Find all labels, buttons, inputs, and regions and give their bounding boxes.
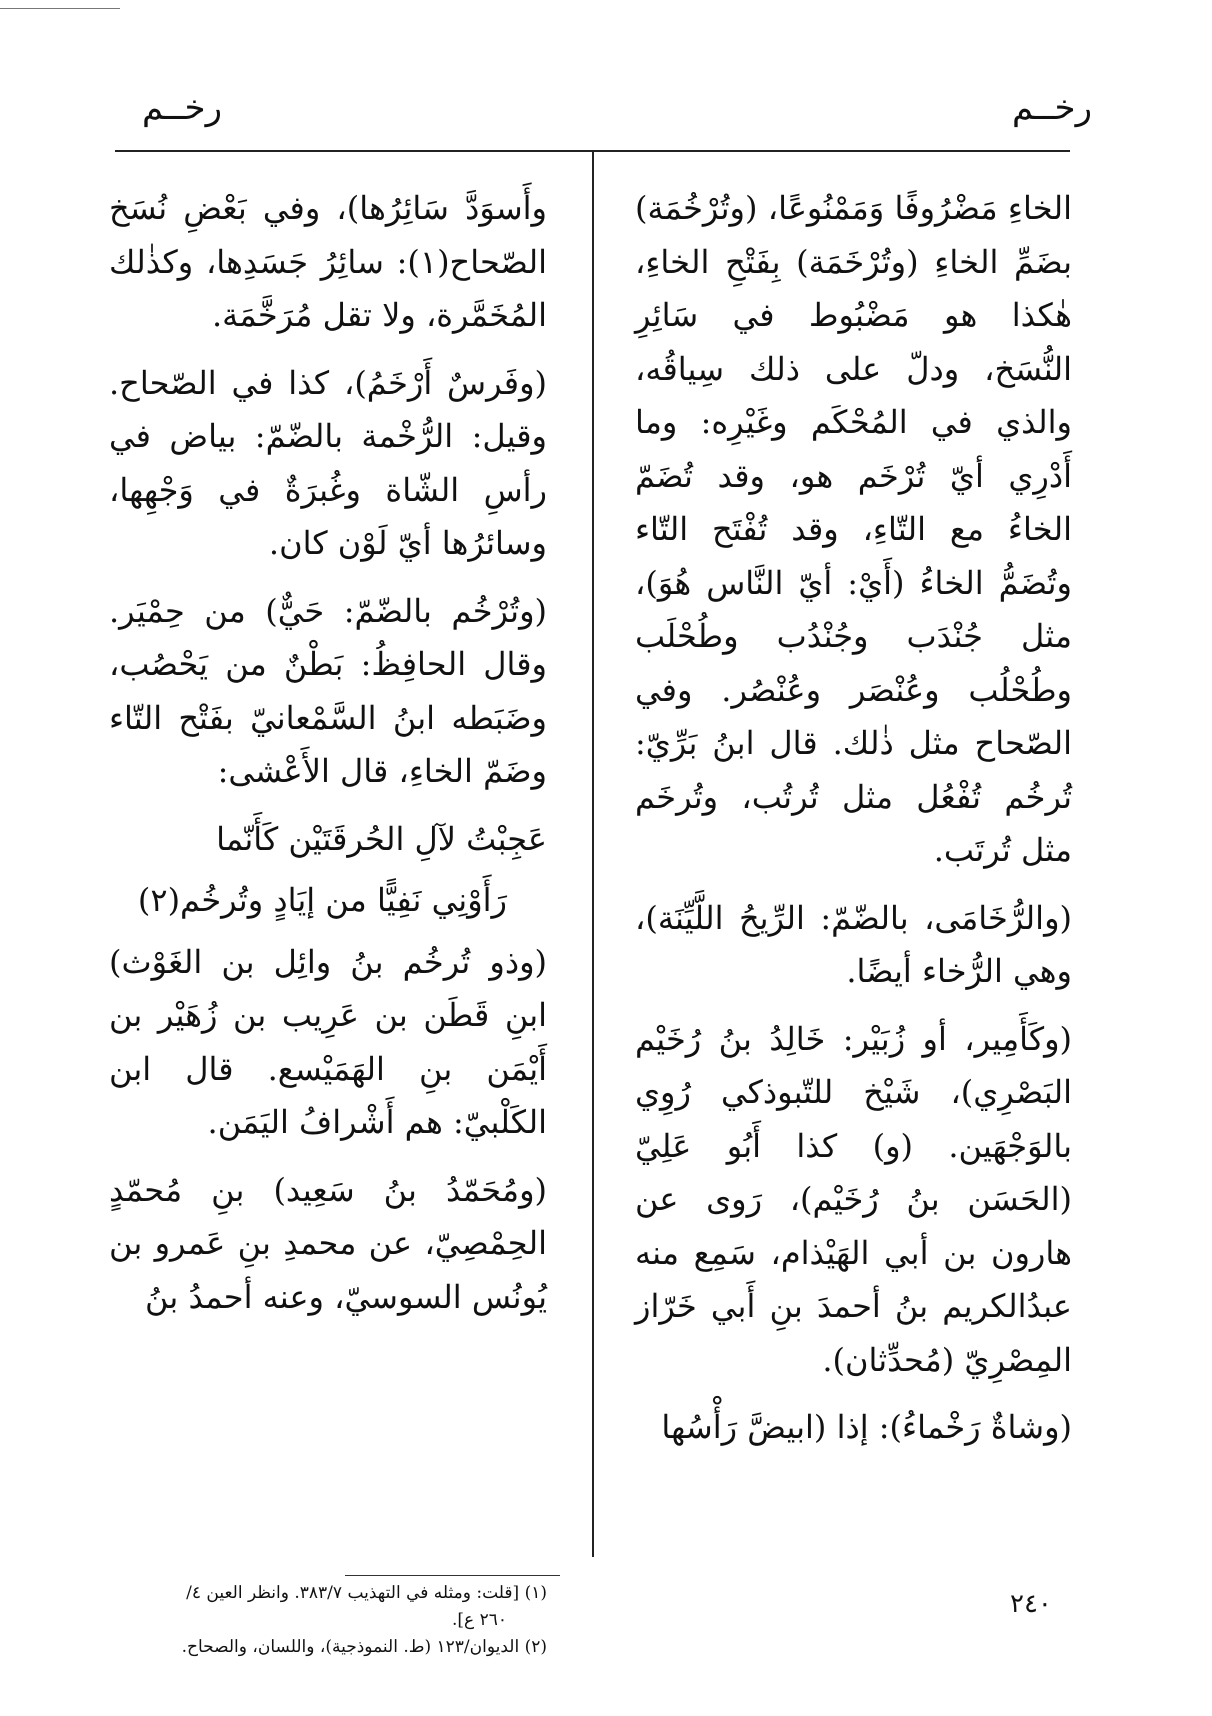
page-number: ٢٤٠ (1010, 1589, 1052, 1619)
paragraph: (ومُحَمّدُ بنُ سَعِيد) بنِ مُحمّدٍ الحِمْصِيّ، عن محمدِ بنِ عَمرو بن يُونُس السوسيّ، وعنه أحمدُ بنُ (109, 1170, 547, 1316)
scan-edge-mark (0, 8, 120, 9)
footnote-2: (٢) الديوان/١٢٣ (ط. النموذجية)، واللسان، والصحاح. (181, 1637, 547, 1657)
footnotes (109, 1580, 547, 1661)
paragraph: (وذو تُرخُم بنُ وائِل بن الغَوْث) ابنِ قَطَن بن عَرِيب بن زُهَيْر بن أَيْمَن بنِ الهَمَيْسع. قال ابن الكَلْبيّ: هم أَشْرافُ اليَمَن. (109, 942, 547, 1141)
poem-verse-first: عَجِبْتُ لآلِ الحُرقَتَيْن كَأَنّما (216, 819, 547, 858)
left-column (109, 182, 547, 1338)
footnote-1: (١) [قلت: ومثله في التهذيب ٣٨٣/٧. وانظر العين ٤/ (186, 1583, 547, 1603)
column-divider (592, 152, 594, 1557)
footnote-rule (345, 1575, 560, 1576)
paragraph: (وتُرْخُم بالضّمّ: حَيٌّ) من حِمْيَر. وقال الحافِظُ: بَطْنٌ من يَحْصُب، وضَبَطه ابنُ السَّمْعانيّ بفَتْح التّاء وضَمّ الخاءِ، قال الأَعْشى: (109, 591, 547, 790)
running-header-left: رخــم (142, 88, 222, 128)
paragraph: وأَسوَدَّ سَائِرُها)، وفي بَعْضِ نُسَخ الصّحاح(١): سائِرُ جَسَدِها، وكذٰلك المُخَمَّرة، ولا تقل مُرَخَّمَة. (109, 189, 547, 334)
paragraph: (وشاةٌ رَخْماءُ): إذا (ابيضَّ رَأْسُها (661, 1408, 1072, 1446)
paragraph: (وكَأَمِير، أو زُبَيْر: خَالِدُ بنُ رُخَيْم البَصْرِي)، شَيْخ للتّبوذكي رُوِي بالوَجْهَين. (و) كذا أَبُو عَلِيّ (الحَسَن بنُ رُخَيْم)، رَوى عن هارون بن أبي الهَيْذام، سَمِع منه عبدُالكريم بنُ أحمدَ بنِ أَبي خَرّاز المِصْرِيّ (مُحدِّثان). (635, 1019, 1072, 1379)
paragraph: الخاءِ مَضْرُوفًا وَمَمْنُوعًا، (وتُرْخُمَة) بضَمِّ الخاءِ (وتُرْخَمَة) بِفَتْحِ الخاءِ، هٰكذا هو مَضْبُوط في سَائِرِ النُّسَخ، ودلّ على ذلك سِياقُه، والذي في المُحْكَم وغَيْرِه: وما أَدْرِي أيّ تُرْخَم هو، وقد تُضَمّ الخاءُ مع التّاءِ، وقد تُفْتَح التّاء وتُضَمُّ الخاءُ (أَيْ: أيّ النَّاس هُوَ)، مثل جُنْدَب وجُنْدُب وطُحْلَب وطُحْلُب وعُنْصَر وعُنْصُر. وفي الصّحاح مثل ذٰلك. قال ابنُ بَرِّيّ: تُرخُم تُفْعُل مثل تُرتُب، وتُرخَم مثل تُرتَب. (635, 189, 1072, 869)
paragraph: (وفَرسٌ أَرْخَمُ)، كذا في الصّحاح. وقيل: الرُّخْمة بالضّمّ: بياض في رأسِ الشّاة وغُبرَةٌ في وَجْهِها، وسائرُها أيّ لَوْن كان. (109, 363, 547, 562)
right-column (635, 182, 1072, 1469)
footnote-1-continuation: ٢٦٠ ع]. (452, 1610, 507, 1630)
paragraph: (والرُّخَامَى، بالضّمّ: الرِّيحُ اللَّيِّنَة)، وهي الرُّخاء أيضًا. (635, 898, 1072, 990)
poem-verse-second: رَأَوْنِي نَفِيًّا من إيَادٍ وتُرخُم(٢) (137, 881, 507, 919)
running-header-right: رخــم (1012, 88, 1092, 128)
